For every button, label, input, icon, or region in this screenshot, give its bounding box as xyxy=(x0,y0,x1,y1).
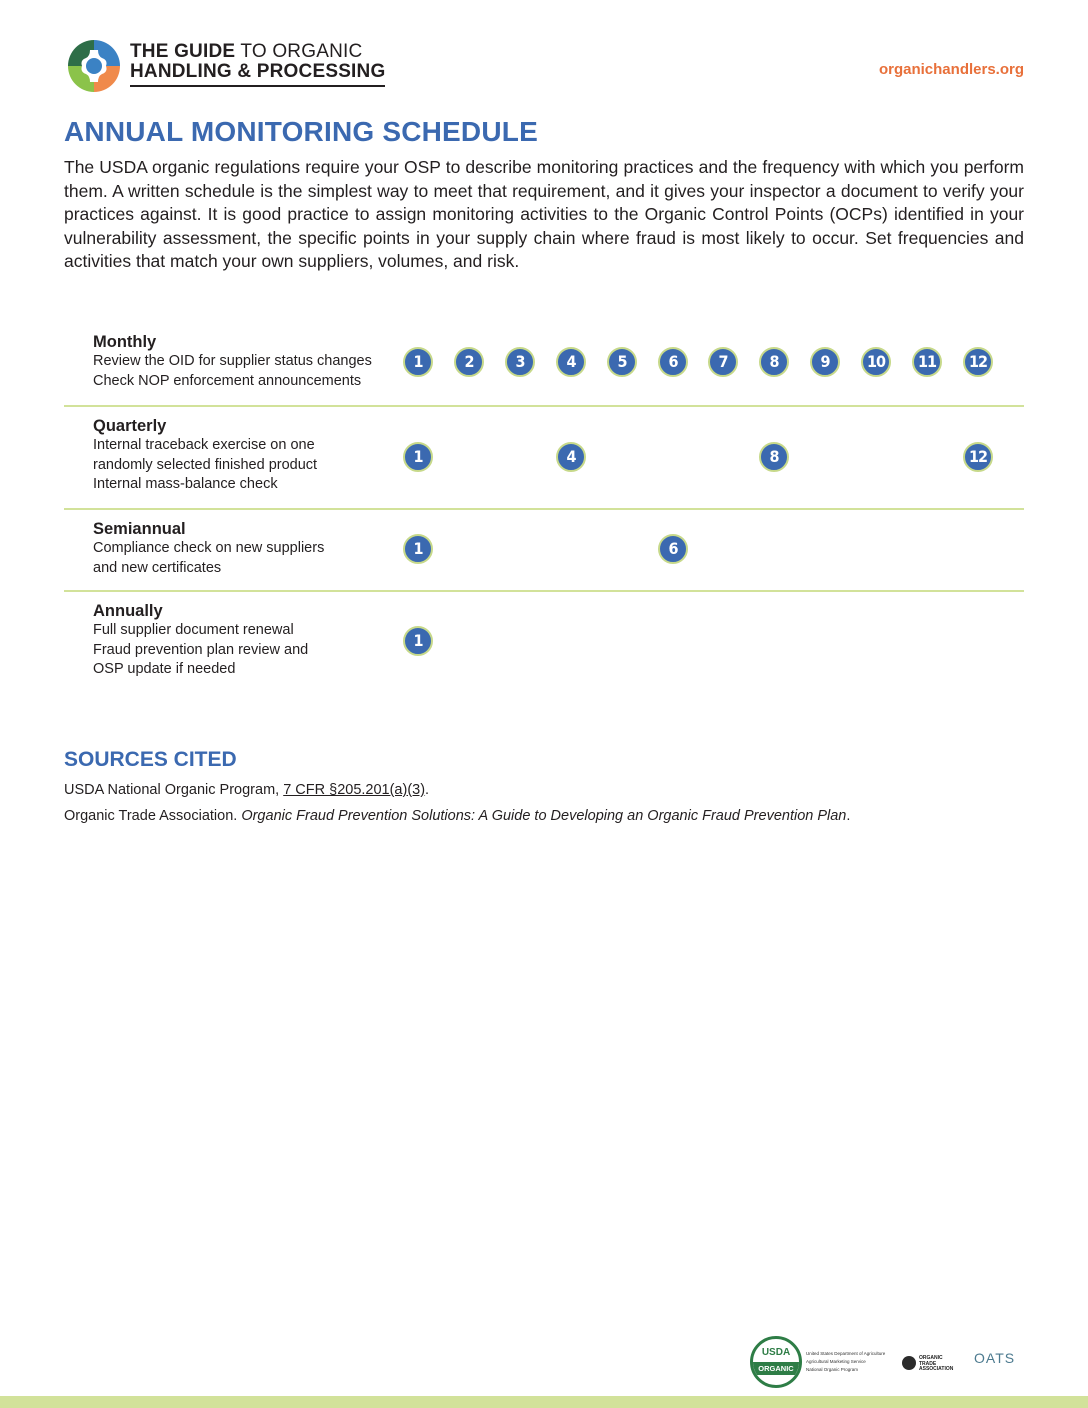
logo-line1-rest: TO ORGANIC xyxy=(235,41,363,62)
logo-wordmark xyxy=(130,42,385,87)
logo-line1-bold: THE GUIDE xyxy=(130,41,236,62)
intro-paragraph: The USDA organic regulations require your OSP to describe monitoring practices and the frequency with which you perform them. A written schedule is the simplest way to meet that requirement, and it gives your inspector a document to verify your practices against. It is good practice to assign monitoring activities to the Organic Control Points (OCPs) identified in your vulnerability assessment, the specific points in your supply chain where fraud is most likely to occur. Set frequencies and activities that match your own suppliers, volumes, and risk. xyxy=(64,157,1024,271)
oats-logo: OATS xyxy=(974,1350,1016,1366)
month-badge-7: 7 xyxy=(708,347,738,377)
ota-line: ASSOCIATION xyxy=(919,1366,954,1372)
activity-line: Check NOP enforcement announcements xyxy=(93,372,362,389)
schedule-row-label xyxy=(93,416,317,495)
usda-line: National Organic Program xyxy=(806,1367,859,1372)
month-badge-1: 1 xyxy=(403,534,433,564)
site-url-link[interactable]: organichandlers.org xyxy=(878,61,1024,78)
month-badge-1: 1 xyxy=(403,442,433,472)
activity-line: OSP update if needed xyxy=(93,661,236,677)
month-badge-3: 3 xyxy=(505,347,535,377)
frequency-title: Semiannual xyxy=(93,520,186,538)
month-badge-4: 4 xyxy=(556,442,586,472)
month-badge-4: 4 xyxy=(556,347,586,377)
month-badge-10: 10 xyxy=(861,347,891,377)
activity-line: Fraud prevention plan review and xyxy=(93,641,309,658)
schedule-row-monthly xyxy=(64,326,1024,407)
activity-line: randomly selected finished product xyxy=(93,456,318,473)
schedule-row-semiannual xyxy=(64,510,1024,592)
month-badge-8: 8 xyxy=(759,442,789,472)
source-text: Organic Trade Association. xyxy=(64,808,242,824)
source-title-italic: Organic Fraud Prevention Solutions: A Guide to Developing an Organic Fraud Prevention Plan xyxy=(241,808,847,824)
month-badge-2: 2 xyxy=(454,347,484,377)
frequency-title: Monthly xyxy=(93,333,157,351)
source-link[interactable]: 7 CFR §205.201(a)(3) xyxy=(283,782,426,798)
ota-line: ORGANIC xyxy=(919,1355,943,1361)
schedule-row-label xyxy=(93,601,308,680)
month-badge-8: 8 xyxy=(759,347,789,377)
month-badge-9: 9 xyxy=(810,347,840,377)
month-badge-12: 12 xyxy=(963,347,993,377)
schedule-row-label xyxy=(93,332,372,391)
source-text: USDA National Organic Program, xyxy=(64,782,284,798)
activity-line: Review the OID for supplier status changes xyxy=(93,353,372,369)
month-badge-6: 6 xyxy=(658,347,688,377)
activity-line: Compliance check on new suppliers xyxy=(93,540,325,556)
activity-line: Full supplier document renewal xyxy=(93,622,294,638)
puzzle-logo-icon xyxy=(64,36,124,96)
ota-line: TRADE xyxy=(919,1360,937,1367)
sources-title: SOURCES CITED xyxy=(64,748,237,771)
usda-organic-seal xyxy=(750,1336,802,1388)
ota-logo xyxy=(902,1354,966,1374)
frequency-title: Quarterly xyxy=(93,417,167,435)
activity-line: Internal mass-balance check xyxy=(93,476,278,492)
schedule-row-label xyxy=(93,519,324,578)
logo-line2: HANDLING & PROCESSING xyxy=(130,61,386,82)
source-item xyxy=(64,808,850,824)
footer-logos xyxy=(750,1336,1030,1388)
usda-agency-text xyxy=(806,1350,906,1374)
ota-globe-icon xyxy=(902,1356,916,1370)
source-item xyxy=(64,782,429,798)
usda-line: United States Department of Agriculture xyxy=(806,1351,886,1356)
frequency-title: Annually xyxy=(93,602,163,620)
activity-line: Internal traceback exercise on one xyxy=(93,437,315,453)
source-suffix: . xyxy=(846,808,851,824)
month-badge-6: 6 xyxy=(658,534,688,564)
guide-logo xyxy=(64,36,404,96)
schedule-row-annually xyxy=(64,592,1024,692)
month-badge-11: 11 xyxy=(912,347,942,377)
usda-line: Agricultural Marketing Service xyxy=(806,1359,866,1364)
source-suffix: . xyxy=(425,782,430,798)
usda-seal-top: USDA xyxy=(761,1347,791,1358)
month-badge-1: 1 xyxy=(403,347,433,377)
month-badge-12: 12 xyxy=(963,442,993,472)
usda-seal-band: ORGANIC xyxy=(753,1362,799,1375)
bottom-accent-bar xyxy=(0,1396,1088,1408)
page-title: ANNUAL MONITORING SCHEDULE xyxy=(64,116,538,147)
activity-line: and new certificates xyxy=(93,559,222,576)
month-badge-5: 5 xyxy=(607,347,637,377)
monitoring-schedule-table xyxy=(64,326,1024,692)
schedule-row-quarterly xyxy=(64,407,1024,510)
month-badge-1: 1 xyxy=(403,626,433,656)
